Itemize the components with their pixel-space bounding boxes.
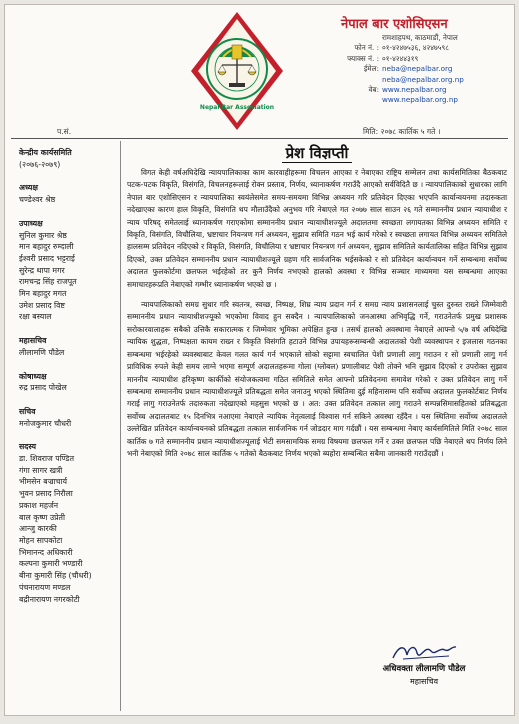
letter-date: मिति: २०७८ कार्तिक ५ गते । [363,127,441,136]
committee-role: सदस्य [19,442,36,452]
committee-role: सचिव [19,406,36,416]
contact-label: ईमेल: [363,64,379,74]
committee-member-name: मनोजकुमार चौधरी [19,418,72,428]
contact-link[interactable]: neba@nepalbar.org [382,64,453,74]
committee-member-name: बद्रीनारायण नगरकोटी [19,594,80,604]
press-release-letter [4,4,515,716]
committee-list [19,147,113,605]
committee-role: कोषाध्यक्ष [19,371,47,381]
committee-member-name: गंगा सागर खत्री [19,465,63,475]
header-divider [11,138,508,139]
committee-member-name: सुरेन्द्र थापा मगर [19,265,65,275]
contact-label: फोन नं. : [354,43,379,53]
contact-row [345,75,515,85]
contact-row [345,33,515,43]
column-divider [120,141,121,711]
committee-member-name: रामचन्द्र सिंह राजपूत [19,277,77,287]
committee-role: उपाध्यक्ष [19,218,43,228]
contact-row [345,54,515,64]
contact-label: वेब: [368,85,379,95]
committee-member-name: मिन बहादुर मगत [19,289,67,299]
contact-row [345,95,515,105]
committee-member-name: भीमसेन बज्राचार्य [19,477,68,487]
contact-link[interactable]: neba@nepalbar.org.np [382,74,464,84]
contact-value: रामशाहपथ, काठमाडौं, नेपाल [382,33,458,42]
contact-row [345,64,515,74]
committee-member-name: सुनिल कुमार श्रेष्ठ [19,230,67,240]
contact-label [345,95,382,105]
logo-caption: Nepal Bar Association [199,104,275,111]
committee-role: महासचिव [19,336,47,346]
nepal-bar-association-logo [188,9,286,133]
org-name: नेपाल बार एशोसिएसन [341,17,448,32]
committee-member-name: रक्षा बस्याल [19,312,52,322]
committee-member-name: भुवन प्रसाद निरौला [19,489,73,499]
committee-member-name: ईश्वरी प्रसाद भट्टराई [19,253,75,263]
contact-value: ०१-४२४४३१९ [382,53,419,63]
contact-link[interactable]: www.nepalbar.org.np [382,95,458,105]
committee-role: अध्यक्ष [19,183,39,193]
signature-block [354,641,494,687]
committee-member-name: रुद्र प्रसाद पोखेल [19,383,67,393]
signatory-name: अधिवक्ता लीलामणि पौडेल [382,664,466,674]
contact-row [345,43,515,53]
contact-label [345,75,382,85]
contact-value: ०१-४२४७५३६, ४२४७५९८ [382,43,449,53]
committee-term: (२०७६-२०७९) [19,159,61,169]
signatory-designation: महासचिव [409,677,439,686]
committee-member-name: बीना कुमारी सिंह (चौधरी) [19,571,92,581]
handwritten-signature [389,641,459,663]
contact-link[interactable]: www.nepalbar.org [382,85,447,95]
committee-member-name: आन्जु कारकी [19,524,57,534]
committee-member-name: बाल कृष्ण उप्रेती [19,512,66,522]
reference-number-label: प.सं. [57,127,72,136]
committee-member-name: मोहन सापकोटा [19,535,63,545]
committee-member-name: पंचनारायण मण्डल [19,582,71,592]
committee-member-name: उमेश प्रसाद विष्ट [19,300,65,310]
committee-member-name: कल्पना कुमारी भण्डारी [19,559,83,569]
committee-member-name: मान बहादुर रुम्दाली [19,242,74,252]
contact-block [345,33,515,106]
contact-label: फ्याक्स नं. : [347,53,379,63]
press-release-title: प्रेश विज्ञप्ती [127,143,507,163]
committee-title: केन्द्रीय कार्यसमिति [19,148,72,157]
committee-member-name: डा. शिवराज पण्डित [19,454,75,464]
letterhead [5,5,514,142]
committee-member-name: भिमानन्द अधिकारी [19,547,73,557]
committee-member-name: लीलामणि पौडेल [19,347,65,357]
committee-member-name: प्रकाश महर्जन [19,500,59,510]
committee-member-name: चण्डेश्वर श्रेष्ठ [19,195,56,205]
paragraph-1: विगत केही वर्षअघिदेखि न्यायपालिकाका काम कारवाहीहरूमा विचलन आएका र नेबाएका राष्ट्रिय सम्मेलन तथा कार्यसमितिका बैठकबाट पटक-पटक विकृति, विसंगति, विचलनहरूलाई रोक्न प्रस्ताव, निर्णय, ध्यानाकर्षण गराउँदै आएको सर्वविदितै छ । न्यायपालिकाको सुधारका लागि नेपाल बार एशोसिएसन र न्यायपालिका स्वयंलेसमेत समय-समयमा विभिन्न अध्ययन गरि प्रतिवेदन दिएका भएपनि कार्यान्वयनमा तदारुकता नदेखाएका कारण हाल विकृति, विसंगति थप मौलाउँदैको अनुभव गरि नेबाएले गत २०७७ साल साउन २६ गते सम्माननीय प्रधान न्यायाधीश र न्याय परिषद् समेतलाई ध्यानाकर्षण गराएकोमा सम्माननीय प्रधान न्यायाधीशज्यूले अदालतमा स्वच्छता लगायतका विभिन्न अध्ययन समिति र विकृति, विसंगति, विचौलिया, भ्रष्टाचार नियन्त्रण गर्न अध्ययन, सुझाव समिति गठन भई कार्य गरेको र स्वच्छता लगायत विभिन्न अध्ययन समितिले हालसम्म प्रतिवेदन नदिएको र विकृति, विसंगति, विचौलिया र भ्रष्टाचार नियन्त्रण गर्न अध्ययन, सुझाव समितिले कार्यतालिका सहित विभिन्न सुझाव दिएको, उक्त प्रतिवेदन सम्माननीय प्रधान न्यायाधीशज्यूले ग्रहण गरि सार्वजनिक भईसकेको र सो प्रतिवेदन कार्यान्वयन गर्ने सम्बन्धमा सर्वोच्च अदालत फुलकोर्टमा छलफल भईरहेको तर कुनै निर्णय नभएको हालको अवस्था र विभिन्न सञ्चार माध्यममा यस सम्बन्धमा आएका समाचारहरूप्रति नेबाएको गम्भीर ध्यानाकर्षण भएको छ । [127,168,508,289]
contact-label [345,33,382,43]
paragraph-2: न्यायपालिकाको समग्र सुधार गरि स्वतन्त्र, स्वच्छ, निष्पक्ष, शिघ्र न्याय प्रदान गर्न र समग्र न्याय प्रशासनलाई चुस्त दुरुस्त राख्ने जिम्मेवारी सम्माननीय प्रधान न्यायाधीशज्यूको भएकोमा विवाद हुन सक्दैन । न्यायपालिकाको जनआस्था अभिवृद्धि गर्ने, गराउनेतर्फ प्रमुख प्रशासक सरोकारवालाहरू सबैको उत्तिकै सकारात्मक र जिम्मेवार भूमिका अपेक्षित हुन्छ । तसर्थ हालको अवस्थामा नेबाएले आफ्नो ५/७ वर्ष अघिदेखि न्यायिक शुद्धता, निष्पक्षता कायम राख्न र विकृति विसंगति हटाउने विभिन्न उपायहरूसम्बन्धी अदालतको पेशी व्यवस्थापन र इजलास गठनका सम्बन्धमा भईरहेको व्यवस्थाबाट केवल गलत कार्य गर्न भएकाले सोको सट्टामा स्वचालित पेशी प्रणाली लागु गराउन र सो प्रणाली लागु गर्न प्राविधिक रुपले केही समय लाग्ने भएमा सम्पूर्ण अदालतहरूमा गोला (ग्लोबल) प्रणालीबाट पेशी तोक्ने भनि सुझाव दिएको र उपरोक्त सुझाव माननीय न्यायाधीश हरिकृष्ण कार्कीको संयोजकत्वमा गठित समितिले समेत आफ्नो प्रतिवेदनमा समावेश गरेको र उक्त प्रतिवेदन लागु गर्ने सम्बन्धमा सम्माननीय प्रधान न्यायाधीशज्यूले प्रतिबद्धता समेत जनाउनु भएको स्थितिमा दुई महिनासम्म पनि सर्वोच्च अदालत फुलकोर्टबाट निर्णय गराई लागु गराउनेतर्फ तदारुकता नदेखाएको महसुस भएको छ । अत: उक्त प्रतिवेदन तत्काल लागु गराउने सम्पन्नसिमासहितको प्रतिबद्धता सर्वोच्च अदालतबाट १५ दिनभित्र नआएमा नेबाएले न्यायिक नेतृत्वलाई विश्वास गर्न सकिने अवस्था रहँदैन । यस स्थितिमा सर्वोच्च अदालतले उल्लेखित प्रतिवेदन कार्यान्वयनको प्रतिबद्धता तत्काल सार्वजनिक गर्न जोडदार माग गर्दछौं । यस सम्बन्धमा नेबाए कार्यसमितिले मिति २०७८ साल कार्तिक ७ गते सम्माननीय प्रधान न्यायाधीशज्यूलाई भेटी समसामयिक समग्र विषयमा छलफल गर्ने र उक्त छलफल पछि नेबाएले थप निर्णय लिने भनी नेबाएको मिति २०७८ साल कार्तिक ५ गतेको बैठकबाट निर्णय भएको ब्यहोरा सम्बन्धित सबैमा जानकारी गराउँदछौं । [127,300,507,458]
press-release-body [127,143,507,468]
contact-row [345,85,515,95]
